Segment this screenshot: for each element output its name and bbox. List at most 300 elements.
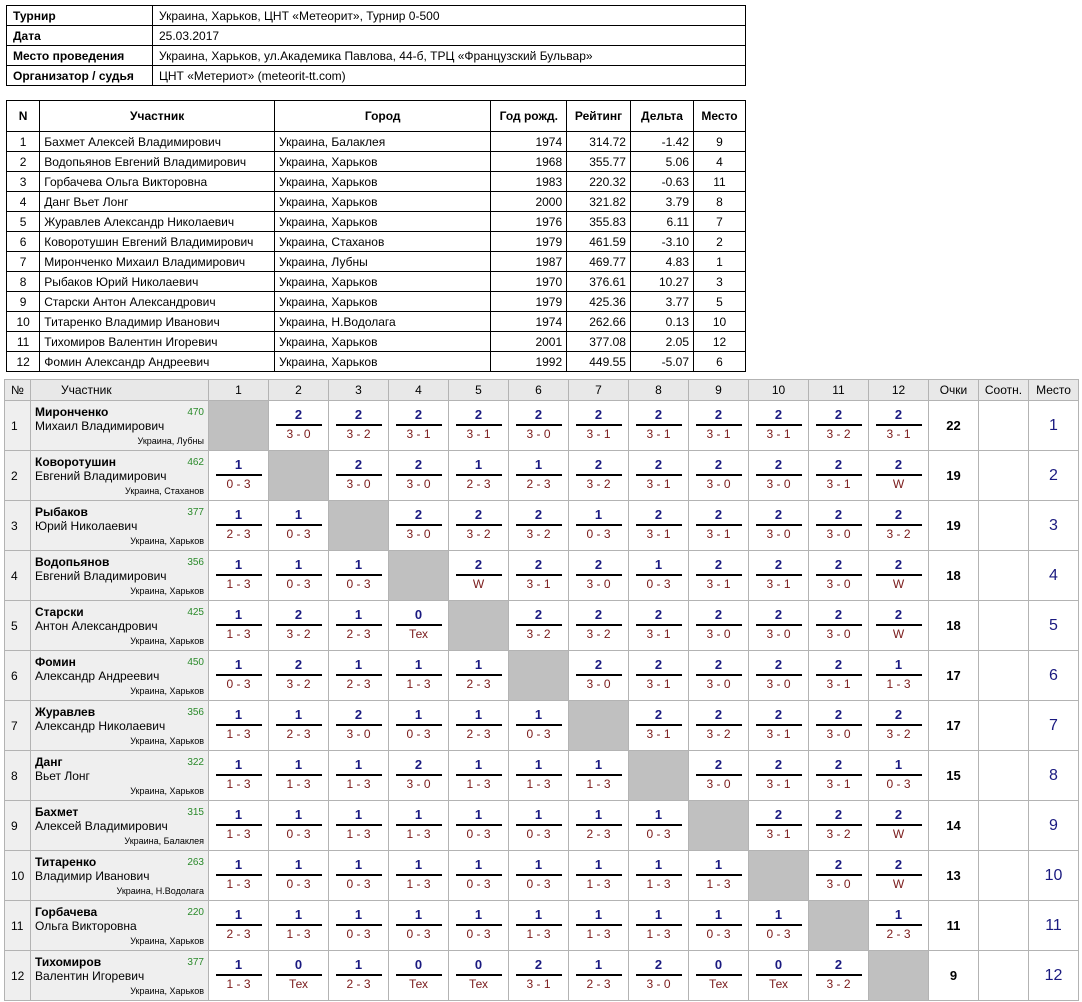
- result-divider: [336, 574, 382, 576]
- match-score: 1 - 3: [526, 777, 551, 791]
- result-divider: [696, 474, 742, 476]
- row-number: 1: [5, 401, 31, 451]
- participant-delta: 5.06: [630, 152, 693, 172]
- player-cell: [31, 551, 209, 601]
- ratio-cell: [979, 701, 1029, 751]
- header-col-10: 10: [749, 380, 809, 401]
- match-points: 2: [774, 657, 783, 672]
- row-number: 2: [5, 451, 31, 501]
- match-score: 3 - 0: [406, 527, 431, 541]
- match-result-cell: [389, 651, 449, 701]
- match-points: 2: [894, 607, 903, 622]
- match-score: 2 - 3: [226, 927, 251, 941]
- result-divider: [636, 574, 682, 576]
- match-points: 2: [474, 557, 483, 572]
- match-points: 2: [534, 507, 543, 522]
- match-result-cell: [809, 401, 869, 451]
- participant-row: [7, 152, 746, 172]
- result-divider: [276, 574, 322, 576]
- match-points: 2: [654, 407, 663, 422]
- match-score: 2 - 3: [586, 977, 611, 991]
- participant-delta: 6.11: [630, 212, 693, 232]
- participant-delta: -1.42: [630, 132, 693, 152]
- self-cell: [329, 501, 389, 551]
- match-result-cell: [389, 901, 449, 951]
- match-points: 1: [354, 607, 363, 622]
- participant-rating: 425.36: [567, 292, 631, 312]
- match-score: 3 - 1: [766, 427, 791, 441]
- info-label: Место проведения: [7, 46, 153, 66]
- header-no: №: [5, 380, 31, 401]
- player-rating: 263: [187, 857, 204, 868]
- crosstable-row: [5, 951, 1079, 1001]
- match-points: 2: [594, 657, 603, 672]
- self-cell: [629, 751, 689, 801]
- result-divider: [456, 874, 502, 876]
- match-score: 3 - 0: [826, 727, 851, 741]
- match-score: 3 - 0: [526, 427, 551, 441]
- match-result-cell: [209, 601, 269, 651]
- match-result-cell: [689, 701, 749, 751]
- match-score: 3 - 1: [586, 427, 611, 441]
- match-result-cell: [209, 801, 269, 851]
- match-points: 2: [774, 757, 783, 772]
- participant-city: Украина, Харьков: [275, 192, 491, 212]
- result-divider: [516, 624, 562, 626]
- result-divider: [756, 974, 802, 976]
- match-score: 1 - 3: [226, 577, 251, 591]
- player-city: Украина, Харьков: [130, 586, 204, 596]
- match-score: 1 - 3: [346, 827, 371, 841]
- match-result-cell: [629, 801, 689, 851]
- match-score: Тех: [708, 977, 729, 991]
- row-number: 12: [5, 951, 31, 1001]
- participant-delta: 3.77: [630, 292, 693, 312]
- result-divider: [576, 524, 622, 526]
- match-score: 0 - 3: [766, 927, 791, 941]
- player-city: Украина, Харьков: [130, 686, 204, 696]
- participant-rating: 376.61: [567, 272, 631, 292]
- result-divider: [636, 724, 682, 726]
- match-score: 3 - 0: [586, 577, 611, 591]
- participant-place: 2: [694, 232, 746, 252]
- match-points: 2: [654, 657, 663, 672]
- result-divider: [276, 624, 322, 626]
- match-score: W: [892, 577, 905, 591]
- match-points: 1: [474, 857, 483, 872]
- match-points: 1: [294, 857, 303, 872]
- match-score: Тех: [768, 977, 789, 991]
- match-score: 3 - 0: [586, 677, 611, 691]
- match-result-cell: [809, 451, 869, 501]
- self-cell: [869, 951, 929, 1001]
- header-col-6: 6: [509, 380, 569, 401]
- final-place: 1: [1029, 401, 1079, 451]
- match-points: 1: [654, 907, 663, 922]
- match-score: 3 - 0: [826, 877, 851, 891]
- match-score: 3 - 2: [826, 427, 851, 441]
- match-result-cell: [269, 901, 329, 951]
- result-divider: [336, 724, 382, 726]
- result-divider: [396, 924, 442, 926]
- result-divider: [396, 474, 442, 476]
- total-points: 11: [929, 901, 979, 951]
- final-place: 4: [1029, 551, 1079, 601]
- participant-name: Данг Вьет Лонг: [40, 192, 275, 212]
- result-divider: [696, 974, 742, 976]
- match-score: 3 - 0: [766, 527, 791, 541]
- participant-birth-year: 1976: [491, 212, 567, 232]
- match-result-cell: [629, 401, 689, 451]
- crosstable-row: [5, 751, 1079, 801]
- participant-place: 4: [694, 152, 746, 172]
- participant-no: 8: [7, 272, 40, 292]
- header-col-4: 4: [389, 380, 449, 401]
- result-divider: [516, 524, 562, 526]
- participant-city: Украина, Харьков: [275, 152, 491, 172]
- participant-row: [7, 192, 746, 212]
- result-divider: [756, 774, 802, 776]
- match-score: 3 - 2: [886, 527, 911, 541]
- match-points: 2: [834, 807, 843, 822]
- match-score: 1 - 3: [226, 877, 251, 891]
- match-points: 1: [534, 457, 543, 472]
- match-result-cell: [629, 701, 689, 751]
- match-result-cell: [329, 401, 389, 451]
- match-score: 0 - 3: [226, 677, 251, 691]
- result-divider: [456, 524, 502, 526]
- match-result-cell: [389, 501, 449, 551]
- participant-place: 5: [694, 292, 746, 312]
- match-points: 1: [474, 757, 483, 772]
- crosstable-row: [5, 801, 1079, 851]
- match-points: 2: [474, 407, 483, 422]
- result-divider: [576, 574, 622, 576]
- match-score: 1 - 3: [586, 877, 611, 891]
- match-score: 0 - 3: [466, 927, 491, 941]
- match-points: 1: [354, 657, 363, 672]
- player-surname: Старски: [35, 605, 84, 619]
- participant-birth-year: 1970: [491, 272, 567, 292]
- player-rating: 315: [187, 807, 204, 818]
- match-points: 2: [834, 507, 843, 522]
- match-result-cell: [509, 901, 569, 951]
- player-rating: 462: [187, 457, 204, 468]
- result-divider: [876, 824, 922, 826]
- header-col-9: 9: [689, 380, 749, 401]
- match-result-cell: [629, 951, 689, 1001]
- row-number: 11: [5, 901, 31, 951]
- participant-row: [7, 332, 746, 352]
- match-score: 1 - 3: [226, 827, 251, 841]
- match-score: 0 - 3: [226, 477, 251, 491]
- row-number: 4: [5, 551, 31, 601]
- result-divider: [216, 974, 262, 976]
- match-points: 1: [534, 807, 543, 822]
- participants-header: Участник: [40, 101, 275, 132]
- match-score: 0 - 3: [406, 927, 431, 941]
- player-city: Украина, Харьков: [130, 986, 204, 996]
- match-result-cell: [329, 901, 389, 951]
- match-score: 2 - 3: [886, 927, 911, 941]
- result-divider: [336, 924, 382, 926]
- participant-birth-year: 2001: [491, 332, 567, 352]
- match-points: 1: [594, 907, 603, 922]
- match-score: 2 - 3: [346, 627, 371, 641]
- match-points: 0: [714, 957, 723, 972]
- crosstable-row: [5, 451, 1079, 501]
- match-result-cell: [209, 651, 269, 701]
- match-result-cell: [629, 451, 689, 501]
- match-points: 2: [294, 607, 303, 622]
- participants-header-row: [7, 101, 746, 132]
- match-points: 2: [414, 457, 423, 472]
- result-divider: [816, 824, 862, 826]
- crosstable-row: [5, 651, 1079, 701]
- result-divider: [756, 824, 802, 826]
- result-divider: [636, 874, 682, 876]
- match-score: 0 - 3: [346, 927, 371, 941]
- match-points: 2: [354, 457, 363, 472]
- participant-place: 9: [694, 132, 746, 152]
- info-label: Турнир: [7, 6, 153, 26]
- match-result-cell: [689, 901, 749, 951]
- match-score: 3 - 2: [706, 727, 731, 741]
- participant-place: 12: [694, 332, 746, 352]
- match-score: 3 - 0: [826, 527, 851, 541]
- total-points: 15: [929, 751, 979, 801]
- match-result-cell: [389, 851, 449, 901]
- match-points: 0: [474, 957, 483, 972]
- ratio-cell: [979, 951, 1029, 1001]
- match-result-cell: [509, 951, 569, 1001]
- participant-no: 4: [7, 192, 40, 212]
- match-score: 3 - 0: [346, 477, 371, 491]
- participant-delta: 4.83: [630, 252, 693, 272]
- participant-name: Журавлев Александр Николаевич: [40, 212, 275, 232]
- match-result-cell: [749, 701, 809, 751]
- result-divider: [696, 574, 742, 576]
- result-divider: [396, 674, 442, 676]
- participant-birth-year: 1979: [491, 292, 567, 312]
- match-points: 1: [594, 507, 603, 522]
- participant-place: 7: [694, 212, 746, 232]
- match-score: W: [892, 627, 905, 641]
- result-divider: [336, 824, 382, 826]
- participant-city: Украина, Стаханов: [275, 232, 491, 252]
- match-score: 1 - 3: [586, 777, 611, 791]
- match-score: 1 - 3: [406, 827, 431, 841]
- participant-row: [7, 252, 746, 272]
- result-divider: [216, 924, 262, 926]
- match-result-cell: [449, 501, 509, 551]
- match-result-cell: [569, 601, 629, 651]
- match-points: 1: [294, 557, 303, 572]
- total-points: 17: [929, 701, 979, 751]
- match-score: 3 - 1: [826, 677, 851, 691]
- result-divider: [576, 774, 622, 776]
- match-score: 3 - 2: [886, 727, 911, 741]
- ratio-cell: [979, 751, 1029, 801]
- self-cell: [209, 401, 269, 451]
- participant-row: [7, 292, 746, 312]
- header-player: Участник: [31, 380, 209, 401]
- result-divider: [216, 774, 262, 776]
- match-score: 3 - 0: [706, 627, 731, 641]
- match-points: 2: [774, 457, 783, 472]
- match-result-cell: [809, 801, 869, 851]
- player-rating: 377: [187, 957, 204, 968]
- match-points: 1: [234, 457, 243, 472]
- match-result-cell: [389, 751, 449, 801]
- match-result-cell: [209, 501, 269, 551]
- match-result-cell: [329, 701, 389, 751]
- total-points: 18: [929, 551, 979, 601]
- match-score: 0 - 3: [346, 577, 371, 591]
- crosstable-row: [5, 551, 1079, 601]
- match-points: 2: [774, 407, 783, 422]
- match-result-cell: [629, 651, 689, 701]
- match-result-cell: [269, 851, 329, 901]
- match-result-cell: [569, 651, 629, 701]
- result-divider: [756, 474, 802, 476]
- match-result-cell: [329, 601, 389, 651]
- result-divider: [636, 674, 682, 676]
- match-score: 3 - 2: [826, 977, 851, 991]
- self-cell: [389, 551, 449, 601]
- participant-birth-year: 2000: [491, 192, 567, 212]
- match-result-cell: [749, 951, 809, 1001]
- participant-no: 11: [7, 332, 40, 352]
- result-divider: [576, 924, 622, 926]
- participants-header: Рейтинг: [567, 101, 631, 132]
- player-cell: [31, 451, 209, 501]
- match-score: 0 - 3: [526, 727, 551, 741]
- match-points: 2: [834, 657, 843, 672]
- result-divider: [396, 424, 442, 426]
- match-points: 1: [234, 807, 243, 822]
- match-score: 3 - 0: [286, 427, 311, 441]
- match-score: 3 - 1: [826, 777, 851, 791]
- match-result-cell: [749, 901, 809, 951]
- self-cell: [449, 601, 509, 651]
- match-result-cell: [389, 401, 449, 451]
- match-score: 3 - 0: [706, 777, 731, 791]
- participant-row: [7, 352, 746, 372]
- total-points: 13: [929, 851, 979, 901]
- match-points: 2: [834, 457, 843, 472]
- participant-no: 1: [7, 132, 40, 152]
- match-result-cell: [869, 501, 929, 551]
- player-city: Украина, Харьков: [130, 636, 204, 646]
- match-result-cell: [869, 701, 929, 751]
- participant-rating: 355.83: [567, 212, 631, 232]
- participant-name: Миронченко Михаил Владимирович: [40, 252, 275, 272]
- header-col-5: 5: [449, 380, 509, 401]
- match-points: 2: [894, 457, 903, 472]
- match-score: 0 - 3: [646, 827, 671, 841]
- match-score: 0 - 3: [586, 527, 611, 541]
- player-cell: [31, 701, 209, 751]
- result-divider: [216, 824, 262, 826]
- participant-no: 7: [7, 252, 40, 272]
- header-points: Очки: [929, 380, 979, 401]
- match-points: 2: [594, 407, 603, 422]
- match-points: 1: [294, 507, 303, 522]
- crosstable-row: [5, 701, 1079, 751]
- player-cell: [31, 751, 209, 801]
- result-divider: [816, 874, 862, 876]
- match-score: 0 - 3: [886, 777, 911, 791]
- participant-rating: 314.72: [567, 132, 631, 152]
- match-result-cell: [449, 751, 509, 801]
- result-divider: [276, 824, 322, 826]
- match-points: 2: [774, 807, 783, 822]
- match-result-cell: [449, 951, 509, 1001]
- match-score: 3 - 0: [766, 627, 791, 641]
- row-number: 7: [5, 701, 31, 751]
- match-points: 2: [354, 407, 363, 422]
- result-divider: [456, 824, 502, 826]
- match-result-cell: [209, 551, 269, 601]
- final-place: 2: [1029, 451, 1079, 501]
- match-points: 2: [294, 407, 303, 422]
- match-points: 1: [474, 457, 483, 472]
- match-score: 3 - 0: [766, 677, 791, 691]
- match-result-cell: [449, 451, 509, 501]
- participant-birth-year: 1987: [491, 252, 567, 272]
- result-divider: [696, 724, 742, 726]
- result-divider: [396, 774, 442, 776]
- participant-name: Водопьянов Евгений Владимирович: [40, 152, 275, 172]
- match-score: 2 - 3: [586, 827, 611, 841]
- match-score: 3 - 1: [466, 427, 491, 441]
- participant-row: [7, 272, 746, 292]
- player-first-name: Антон Александрович: [35, 619, 158, 633]
- match-score: 0 - 3: [346, 877, 371, 891]
- info-value: Украина, Харьков, ул.Академика Павлова, 44-б, ТРЦ «Французский Бульвар»: [153, 46, 746, 66]
- total-points: 9: [929, 951, 979, 1001]
- result-divider: [756, 724, 802, 726]
- match-points: 2: [894, 857, 903, 872]
- header-col-2: 2: [269, 380, 329, 401]
- result-divider: [636, 474, 682, 476]
- participant-rating: 377.08: [567, 332, 631, 352]
- self-cell: [509, 651, 569, 701]
- row-number: 6: [5, 651, 31, 701]
- match-result-cell: [689, 451, 749, 501]
- match-points: 2: [414, 507, 423, 522]
- match-points: 2: [774, 607, 783, 622]
- player-rating: 377: [187, 507, 204, 518]
- match-result-cell: [209, 851, 269, 901]
- player-surname: Данг: [35, 755, 63, 769]
- match-score: 3 - 0: [346, 727, 371, 741]
- match-points: 2: [714, 707, 723, 722]
- result-divider: [756, 574, 802, 576]
- final-place: 12: [1029, 951, 1079, 1001]
- match-score: 3 - 1: [646, 627, 671, 641]
- match-points: 2: [594, 457, 603, 472]
- player-rating: 450: [187, 657, 204, 668]
- match-points: 2: [834, 557, 843, 572]
- ratio-cell: [979, 601, 1029, 651]
- player-surname: Рыбаков: [35, 505, 88, 519]
- match-points: 1: [294, 807, 303, 822]
- participants-header: N: [7, 101, 40, 132]
- player-surname: Коворотушин: [35, 455, 117, 469]
- result-divider: [576, 424, 622, 426]
